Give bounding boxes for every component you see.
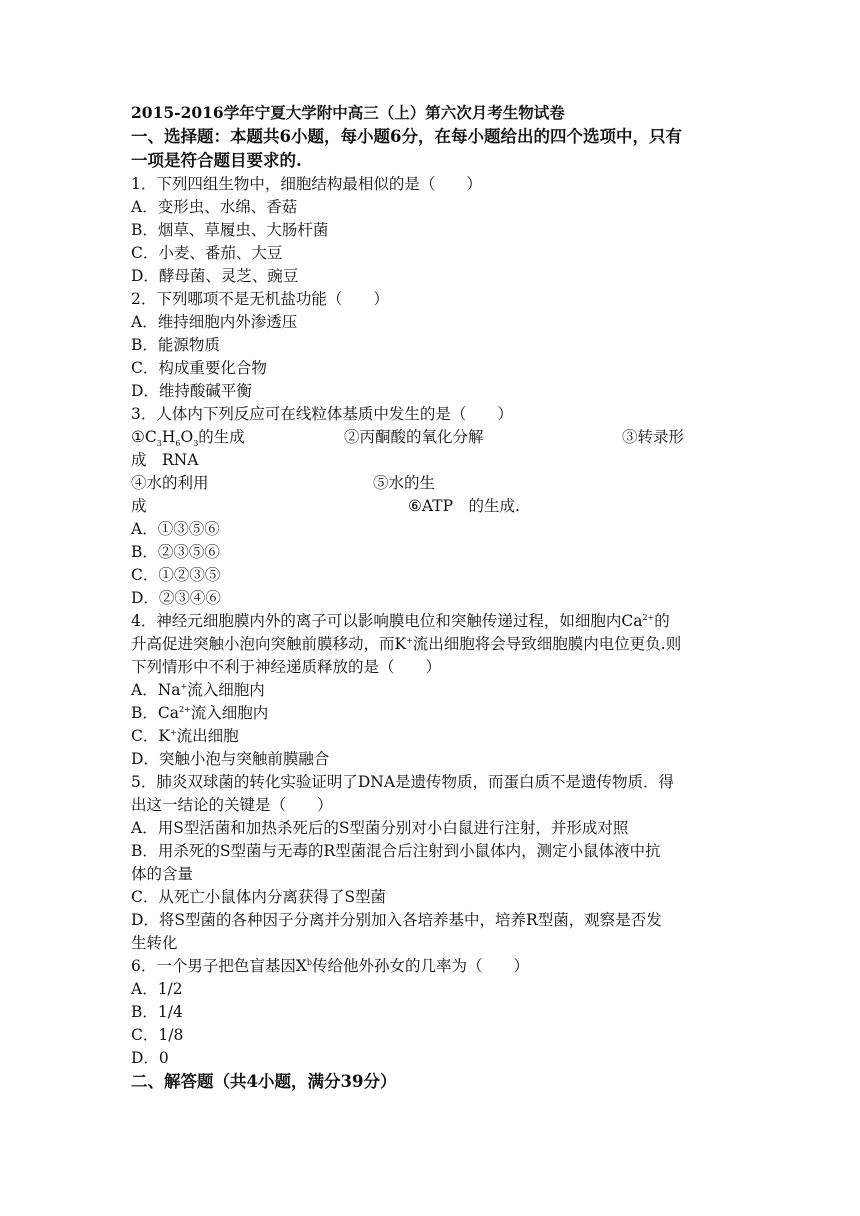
q6-option-d: D．0	[131, 1049, 169, 1067]
q5-option-c: C．从死亡小鼠体内分离获得了S型菌	[131, 888, 386, 906]
q5-option-b-line2: 体的含量	[131, 865, 194, 883]
q3-option-c: C．①②③⑤	[131, 566, 221, 584]
q4-stem-line2-suffix: 流出细胞将会导致细胞膜内电位更负.则	[412, 635, 682, 653]
q4-stem-line1-sup: 2+	[642, 612, 655, 622]
q4-option-c-suffix: 流出细胞	[176, 727, 239, 745]
q3-item-1	[131, 426, 245, 448]
q4-option-b-text: B．Ca	[131, 704, 179, 722]
q3-item-6: ⑥ATP 的生成.	[408, 497, 520, 515]
q6-stem-sup: b	[306, 957, 313, 967]
q3-option-d: D．②③④⑥	[131, 589, 221, 607]
q4-stem-line2-text: 升高促进突触小泡向突触前膜移动，而K	[131, 635, 407, 653]
q1-option-b: B．烟草、草履虫、大肠杆菌	[131, 221, 329, 239]
q3-item-4: ④水的利用	[131, 474, 209, 492]
q4-option-c-sup: +	[169, 727, 177, 737]
q5-option-a: A．用S型活菌和加热杀死后的S型菌分别对小白鼠进行注射，并形成对照	[131, 819, 629, 837]
q6-stem-text: 6．一个男子把色盲基因X	[131, 957, 307, 975]
q2-stem: 2．下列哪项不是无机盐功能（ ）	[131, 290, 389, 308]
q6-stem	[131, 955, 529, 977]
q3-item-1-sub-c: 3	[156, 439, 162, 449]
q3-item-1-text: ①C	[131, 428, 157, 446]
q3-item-5-part1: ⑤水的生	[373, 474, 436, 492]
q3-option-a: A．①③⑤⑥	[131, 520, 220, 538]
q3-item-1-sub-o: 3	[193, 439, 199, 449]
q5-option-d-line1: D．将S型菌的各种因子分离并分别加入各培养基中，培养R型菌，观察是否发	[131, 911, 662, 929]
q1-option-c: C．小麦、番茄、大豆	[131, 244, 283, 262]
q4-option-b-sup: 2+	[179, 704, 191, 714]
section1-heading-line2: 一项是符合题目要求的.	[131, 151, 302, 170]
q6-option-c: C．1/8	[131, 1026, 184, 1044]
q3-option-b: B．②③⑤⑥	[131, 543, 220, 561]
q3-item-3-part2: 成 RNA	[131, 451, 199, 469]
q3-item-3-part1: ③转录形	[622, 428, 685, 446]
q1-option-d: D．酵母菌、灵芝、豌豆	[131, 267, 299, 285]
q6-stem-suffix: 传给他外孙女的几率为（ ）	[312, 957, 530, 975]
q2-option-c: C．构成重要化合物	[131, 359, 267, 377]
q2-option-a: A．维持细胞内外渗透压	[131, 313, 298, 331]
q4-option-a	[131, 679, 265, 701]
q3-stem: 3．人体内下列反应可在线粒体基质中发生的是（ ）	[131, 405, 513, 423]
exam-title: 2015-2016学年宁夏大学附中高三（上）第六次月考生物试卷	[131, 103, 565, 122]
q4-option-d: D．突触小泡与突触前膜融合	[131, 750, 330, 768]
q2-option-d: D．维持酸碱平衡	[131, 382, 252, 400]
q3-item-1-o: O	[180, 428, 194, 446]
q4-option-c-text: C．K	[131, 727, 170, 745]
q5-option-d-line2: 生转化	[131, 934, 178, 952]
q3-item-1-h: H	[161, 428, 176, 446]
q6-option-a: A．1/2	[131, 980, 183, 998]
q3-item-1-suffix: 的生成	[198, 428, 245, 446]
q1-option-a: A．变形虫、水绵、香菇	[131, 198, 298, 216]
section2-heading: 二、解答题（共4小题，满分39分）	[131, 1072, 397, 1091]
q3-item-2: ②丙酮酸的氧化分解	[344, 428, 484, 446]
q4-stem-line2-sup: +	[406, 635, 413, 645]
q2-option-b: B．能源物质	[131, 336, 220, 354]
q5-stem-line1: 5．肺炎双球菌的转化实验证明了DNA是遗传物质，而蛋白质不是遗传物质．得	[131, 773, 675, 791]
q5-stem-line2: 出这一结论的关键是（ ）	[131, 796, 333, 814]
q4-stem-line2	[131, 633, 681, 655]
section1-heading-line1: 一、选择题：本题共6小题，每小题6分，在每小题给出的四个选项中，只有	[131, 127, 682, 146]
q1-stem: 1．下列四组生物中，细胞结构最相似的是（ ）	[131, 175, 482, 193]
q3-item-1-sub-h: 6	[175, 439, 181, 449]
q5-option-b-line1: B．用杀死的S型菌与无毒的R型菌混合后注射到小鼠体内，测定小鼠体液中抗	[131, 842, 661, 860]
q6-option-b: B．1/4	[131, 1003, 183, 1021]
q4-option-b	[131, 702, 268, 724]
q4-option-c	[131, 725, 239, 747]
q4-stem-line1-text: 4．神经元细胞膜内外的离子可以影响膜电位和突触传递过程，如细胞内Ca	[131, 612, 643, 630]
q3-item-5-part2: 成	[131, 497, 147, 515]
q4-option-a-sup: +	[180, 681, 188, 691]
q4-stem-line1	[131, 610, 670, 632]
q4-option-b-suffix: 流入细胞内	[190, 704, 269, 722]
q4-option-a-text: A．Na	[131, 681, 181, 699]
q4-stem-line1-suffix: 的	[654, 612, 670, 630]
q4-option-a-suffix: 流入细胞内	[187, 681, 265, 699]
q4-stem-line3: 下列情形中不利于神经递质释放的是（ ）	[131, 658, 442, 676]
